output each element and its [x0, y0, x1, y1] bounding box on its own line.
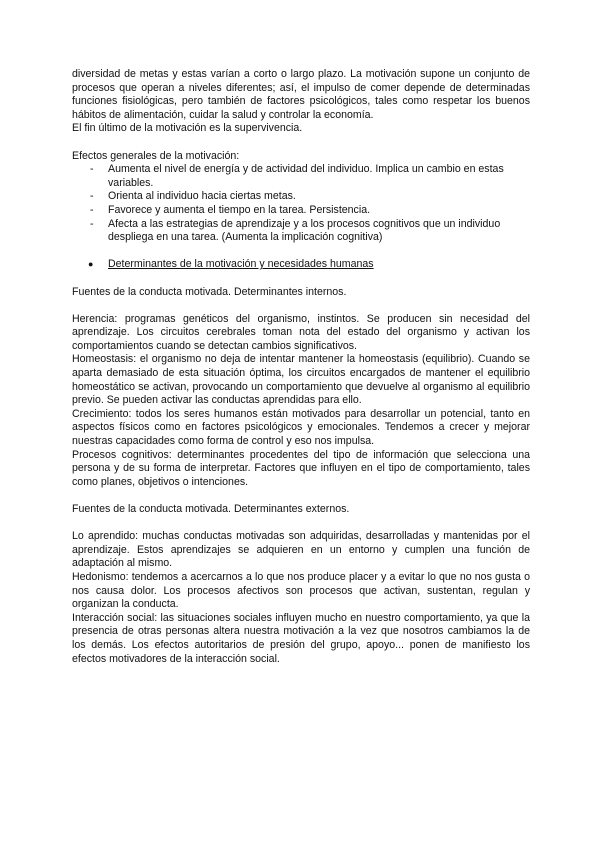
list-item: - Afecta a las estrategias de aprendizaje y a los procesos cognitivos que un individuo despliega en una tarea. (Aumenta la implicación cognitiva) — [90, 217, 501, 244]
list-item: - Favorece y aumenta el tiempo en la tarea. Persistencia. — [90, 203, 371, 216]
intro-paragraph: diversidad de metas y estas varían a corto o largo plazo. La motivación supone un conjunto de procesos que operan a niveles diferentes; así, el impulso de comer depende de determinadas funciones fisiológicas, pero también de factores psicológicos, tales como respetar los buenos hábitos de alimentación, cuidar la salud y controlar la economía. — [72, 68, 530, 121]
bullet-icon: ● — [88, 259, 94, 270]
cognitive-processes-paragraph: Procesos cognitivos: determinantes procedentes del tipo de información que selecciona una persona y de su forma de interpretar. Factores que influyen en el tipo de comportamiento, tales como planes, objetivos o intenciones. — [72, 448, 530, 488]
list-item: - Orienta al individuo hacia ciertas metas. — [90, 190, 296, 203]
dash-marker: - — [90, 163, 94, 176]
effects-list — [72, 163, 530, 245]
effects-heading: Efectos generales de la motivación: — [72, 149, 240, 162]
dash-marker: - — [90, 217, 94, 230]
hedonism-paragraph: Hedonismo: tendemos a acercarnos a lo que nos produce placer y a evitar lo que no nos gusta o nos causa dolor. Los procesos afectivos son procesos que activan, sustentan, regulan y organizan la conducta. — [72, 570, 530, 611]
document-page — [72, 68, 530, 666]
section-title: Determinantes de la motivación y necesidades humanas — [108, 258, 374, 271]
list-item: - Aumenta el nivel de energía y de actividad del individuo. Implica un cambio en estas variables. — [90, 163, 504, 189]
dash-marker: - — [90, 203, 94, 216]
social-interaction-paragraph: Interacción social: las situaciones sociales influyen mucho en nuestro comportamiento, ya que la presencia de otras personas altera nuestra motivación a la vez que nosotros cambiamos la de los demás. Los efectos autoritarios de presión del grupo, apoyo... ponen de manifiesto los efectos motivadores de la interacción social. — [72, 611, 530, 665]
intro-conclusion: El fin último de la motivación es la supervivencia. — [72, 122, 303, 135]
homeostasis-paragraph: Homeostasis: el organismo no deja de intentar mantener la homeostasis (equilibrio). Cuando se aparta demasiado de esta situación óptima, los circuitos encargados de mantener el equilibrio homeostático se activan, provocando un comportamiento que devuelve al organismo al equilibrio previo. Se pueden activar las conductas aprendidas para ello. — [72, 353, 530, 407]
external-heading: Fuentes de la conducta motivada. Determinantes externos. — [72, 503, 350, 515]
growth-paragraph: Crecimiento: todos los seres humanos están motivados para desarrollar un potencial, tanto en aspectos físicos como en factores psicológicos y emocionales. Tendemos a crecer y mejorar nuestras capacidades como forma de control y eso nos impulsa. — [72, 407, 530, 448]
heredity-paragraph: Herencia: programas genéticos del organismo, instintos. Se producen sin necesidad del aprendizaje. Los circuitos cerebrales toman nota del estado del organismo y activan los comportamientos cuando se detectan cambios significativos. — [72, 312, 530, 352]
dash-marker: - — [90, 190, 94, 203]
learned-paragraph: Lo aprendido: muchas conductas motivadas son adquiridas, desarrolladas y mantenidas por el aprendizaje. Estos aprendizajes se adquieren en un entorno y cumplen una función de adaptación al mismo. — [72, 530, 530, 570]
internal-heading: Fuentes de la conducta motivada. Determinantes internos. — [72, 285, 347, 298]
section-heading — [72, 258, 530, 272]
